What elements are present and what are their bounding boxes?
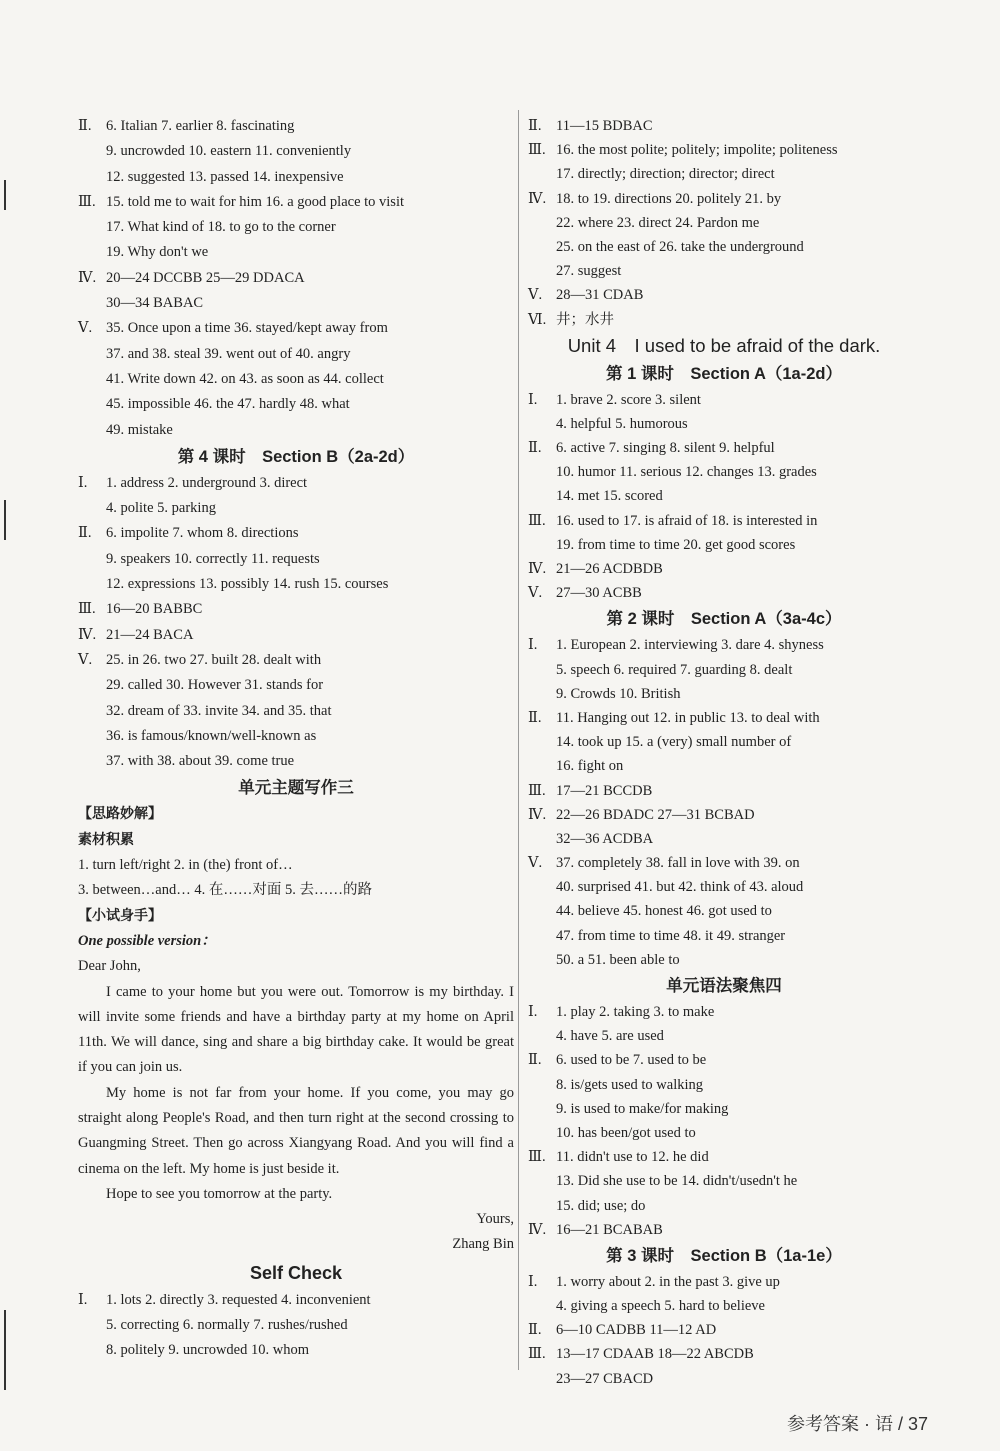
answer-line: [78, 471, 514, 496]
answer-text: 14. met 15. scored: [556, 488, 663, 505]
answer-text: 50. a 51. been able to: [556, 951, 680, 968]
answer-line: [528, 436, 920, 460]
answer-text: 5. speech 6. required 7. guarding 8. dealt: [556, 661, 793, 678]
section-numeral: Ⅳ.: [78, 626, 97, 643]
answer-text: 6. active 7. singing 8. silent 9. helpful: [556, 440, 775, 457]
answer-line: [78, 139, 514, 164]
section-numeral: Ⅲ.: [78, 601, 96, 618]
answer-line: [528, 1294, 920, 1318]
text-line: 3. between…and… 4. 在……对面 5. 去……的路: [78, 882, 372, 899]
section-numeral: Ⅳ.: [528, 561, 547, 577]
answer-line: [528, 633, 920, 657]
version-label: One possible version：: [78, 932, 216, 949]
section-heading: 第 2 课时 Section A（3a-4c）: [606, 610, 842, 629]
answer-text: 37. with 38. about 39. come true: [106, 753, 295, 770]
letter-signoff: Zhang Bin: [452, 1236, 514, 1253]
subheading: 【小试身手】: [78, 907, 162, 924]
answer-text: 9. speakers 10. correctly 11. requests: [106, 550, 320, 567]
answer-line: [528, 211, 920, 235]
answer-line: [78, 496, 514, 521]
section-numeral: Ⅴ.: [528, 585, 543, 602]
self-check-heading: Self Check: [249, 1262, 343, 1283]
section-numeral: Ⅱ.: [78, 118, 92, 134]
answer-line: [528, 875, 920, 899]
section-numeral: Ⅰ.: [528, 391, 538, 408]
answer-text: 36. is famous/known/well-known as: [106, 727, 317, 744]
section-numeral: Ⅳ.: [528, 806, 547, 823]
answer-line: [78, 266, 514, 291]
subheading: 素材积累: [78, 831, 134, 848]
section-heading: 第 4 课时 Section B（2a-2d）: [177, 447, 415, 466]
answer-text: 8. is/gets used to walking: [556, 1076, 704, 1093]
letter-signoff: Yours,: [476, 1211, 514, 1228]
answer-text: 41. Write down 42. on 43. as soon as 44. collect: [106, 370, 384, 387]
answer-text: 1. play 2. taking 3. to make: [556, 1004, 715, 1020]
section-numeral: Ⅴ.: [528, 855, 543, 872]
answer-line: [78, 597, 514, 622]
answer-text: 1. address 2. underground 3. direct: [106, 474, 308, 491]
answer-text: 29. called 30. However 31. stands for: [106, 677, 324, 694]
text-line: 1. turn left/right 2. in (the) front of…: [78, 857, 293, 874]
section-numeral: Ⅴ.: [78, 651, 93, 668]
answer-text: 12. expressions 13. possibly 14. rush 15. courses: [106, 576, 389, 593]
answer-line: [528, 1097, 920, 1121]
page-number: 参考答案 · 语 / 37: [786, 1414, 928, 1434]
answer-line: [528, 581, 920, 605]
answer-line: [78, 367, 514, 392]
answer-text: 17. directly; direction; director; direct: [556, 166, 775, 183]
answer-text: 28—31 CDAB: [556, 287, 644, 304]
margin-mark: [4, 1310, 6, 1390]
answer-line: [528, 803, 920, 827]
answer-text: 45. impossible 46. the 47. hardly 48. what: [106, 396, 350, 413]
section-numeral: Ⅰ.: [78, 1291, 88, 1308]
answer-line: [528, 460, 920, 484]
answer-line: [78, 392, 514, 417]
answer-line: [528, 533, 920, 557]
section-numeral: Ⅰ.: [528, 1273, 538, 1290]
answer-line: [78, 623, 514, 648]
answer-line: [78, 165, 514, 190]
answer-line: [78, 316, 514, 341]
letter-paragraph: I came to your home but you were out. Tomorrow is my birthday. I will invite some friends and have a birthday party at my home on April 11th. We will dance, sing and share a big birthday cake. It would be great if you can join us.: [78, 983, 514, 1076]
answer-line: [528, 1270, 920, 1294]
answer-text: 9. is used to make/for making: [556, 1100, 729, 1117]
answer-line: [78, 1288, 514, 1313]
answer-line: [78, 572, 514, 597]
answer-line: [78, 114, 514, 139]
answer-text: 27—30 ACBB: [556, 585, 642, 602]
column-divider: [518, 110, 519, 1370]
answer-text: 11. didn't use to 12. he did: [556, 1149, 709, 1166]
answer-line: [528, 388, 920, 412]
answer-text: 11—15 BDBAC: [556, 118, 653, 134]
answer-line: [528, 899, 920, 923]
answer-text: 25. in 26. two 27. built 28. dealt with: [106, 651, 322, 668]
answer-text: 11. Hanging out 12. in public 13. to deal with: [556, 709, 820, 726]
answer-text: 16—21 BCABAB: [556, 1221, 663, 1238]
answer-line: [528, 1367, 920, 1391]
answer-line: [78, 291, 514, 316]
section-heading: 单元语法聚焦四: [666, 977, 782, 995]
answer-text: 35. Once upon a time 36. stayed/kept away from: [106, 320, 388, 337]
section-numeral: Ⅳ.: [528, 190, 547, 207]
answer-line: [528, 924, 920, 948]
answer-text: 37. and 38. steal 39. went out of 40. angry: [106, 345, 351, 362]
answer-text: 19. Why don't we: [106, 244, 209, 261]
answer-line: [528, 730, 920, 754]
section-numeral: Ⅴ.: [78, 320, 93, 337]
answer-line: [78, 547, 514, 572]
answer-line: [528, 283, 920, 307]
section-numeral: Ⅴ.: [528, 287, 543, 304]
answer-line: [78, 418, 514, 443]
answer-line: [528, 308, 920, 332]
answer-line: [528, 682, 920, 706]
answer-line: [528, 412, 920, 436]
section-numeral: Ⅱ.: [528, 1322, 542, 1339]
right-column: [528, 114, 920, 1391]
answer-line: [528, 948, 920, 972]
answer-text: 6. used to be 7. used to be: [556, 1052, 707, 1069]
answer-line: [78, 1313, 514, 1338]
answer-text: 6—10 CADBB 11—12 AD: [556, 1322, 717, 1339]
answer-line: [528, 658, 920, 682]
answer-line: [528, 1342, 920, 1366]
answer-line: [78, 699, 514, 724]
unit-title: Unit 4 I used to be afraid of the dark.: [567, 334, 881, 356]
answer-line: [78, 648, 514, 673]
answer-text: 21—26 ACDBDB: [556, 561, 663, 577]
section-numeral: Ⅱ.: [528, 1052, 542, 1069]
answer-line: [528, 1194, 920, 1218]
answer-text: 6. impolite 7. whom 8. directions: [106, 525, 299, 542]
answer-text: 22—26 BDADC 27—31 BCBAD: [556, 806, 755, 823]
section-numeral: Ⅰ.: [528, 1004, 538, 1020]
margin-mark: [4, 500, 6, 540]
text-line: Dear John,: [78, 958, 141, 975]
section-heading: 单元主题写作三: [238, 779, 354, 798]
section-numeral: Ⅲ.: [528, 512, 546, 529]
answer-line: [528, 138, 920, 162]
answer-line: [528, 235, 920, 259]
left-column: [78, 114, 514, 1364]
answer-text: 8. politely 9. uncrowded 10. whom: [106, 1342, 309, 1359]
answer-line: [528, 1218, 920, 1242]
answer-text: 30—34 BABAC: [106, 295, 204, 312]
answer-line: [528, 1169, 920, 1193]
answer-line: [528, 1024, 920, 1048]
letter-paragraph: My home is not far from your home. If you come, you may go straight along People's Road, and then turn right at the second crossing to Guangming Street. Then go across Xiangyang Road. And you will find a cinema on the left. My home is just beside it.: [78, 1084, 514, 1177]
answer-text: 13—17 CDAAB 18—22 ABCDB: [556, 1346, 754, 1363]
answer-line: [528, 827, 920, 851]
answer-text: 1. worry about 2. in the past 3. give up: [556, 1273, 780, 1290]
section-numeral: Ⅳ.: [528, 1221, 547, 1238]
answer-line: [528, 1000, 920, 1024]
section-numeral: Ⅱ.: [528, 118, 542, 134]
answer-text: 4. helpful 5. humorous: [556, 415, 688, 432]
section-numeral: Ⅲ.: [528, 1346, 546, 1363]
answer-text: 16—20 BABBC: [106, 601, 203, 618]
answer-text: 10. humor 11. serious 12. changes 13. grades: [556, 464, 817, 481]
answer-text: 49. mistake: [106, 421, 173, 438]
answer-text: 17. What kind of 18. to go to the corner: [106, 219, 336, 236]
answer-line: [528, 1073, 920, 1097]
answer-line: [78, 215, 514, 240]
answer-text: 10. has been/got used to: [556, 1124, 696, 1141]
answer-line: [528, 484, 920, 508]
answer-line: [528, 259, 920, 283]
answer-line: [78, 749, 514, 774]
answer-line: [528, 706, 920, 730]
section-numeral: Ⅰ.: [528, 637, 538, 654]
answer-line: [528, 754, 920, 778]
answer-text: 22. where 23. direct 24. Pardon me: [556, 214, 760, 231]
answer-text: 16. the most polite; politely; impolite; politeness: [556, 142, 838, 159]
section-numeral: Ⅱ.: [528, 440, 542, 457]
answer-line: [78, 673, 514, 698]
section-numeral: Ⅳ.: [78, 269, 97, 286]
answer-line: [528, 1318, 920, 1342]
answer-text: 井；水井: [556, 311, 614, 328]
answer-text: 18. to 19. directions 20. politely 21. by: [556, 190, 782, 207]
answer-line: [528, 851, 920, 875]
answer-text: 16. used to 17. is afraid of 18. is interested in: [556, 512, 818, 529]
answer-text: 25. on the east of 26. take the underground: [556, 238, 804, 255]
answer-text: 1. European 2. interviewing 3. dare 4. shyness: [556, 637, 824, 654]
subheading: 【思路妙解】: [78, 806, 162, 823]
answer-text: 9. Crowds 10. British: [556, 685, 681, 702]
answer-text: 17—21 BCCDB: [556, 782, 653, 799]
answer-line: [78, 240, 514, 265]
answer-line: [78, 342, 514, 367]
answer-text: 13. Did she use to be 14. didn't/usedn't he: [556, 1173, 798, 1190]
answer-text: 4. have 5. are used: [556, 1028, 664, 1045]
section-numeral: Ⅲ.: [528, 142, 546, 159]
answer-text: 4. giving a speech 5. hard to believe: [556, 1298, 765, 1315]
answer-line: [78, 190, 514, 215]
answer-text: 32—36 ACDBA: [556, 830, 654, 847]
answer-text: 23—27 CBACD: [556, 1370, 654, 1387]
section-heading: 第 1 课时 Section A（1a-2d）: [606, 364, 842, 383]
answer-text: 14. took up 15. a (very) small number of: [556, 734, 792, 751]
answer-line: [78, 724, 514, 749]
answer-text: 16. fight on: [556, 758, 624, 775]
answer-text: 27. suggest: [556, 263, 622, 280]
answer-text: 21—24 BACA: [106, 626, 194, 643]
answer-text: 6. Italian 7. earlier 8. fascinating: [106, 118, 295, 134]
answer-line: [528, 557, 920, 581]
answer-text: 1. brave 2. score 3. silent: [556, 391, 701, 408]
section-heading: 第 3 课时 Section B（1a-1e）: [606, 1246, 842, 1265]
margin-mark: [4, 180, 6, 210]
answer-text: 40. surprised 41. but 42. think of 43. aloud: [556, 879, 804, 896]
answer-text: 32. dream of 33. invite 34. and 35. that: [106, 702, 332, 719]
answer-text: 9. uncrowded 10. eastern 11. conveniently: [106, 143, 352, 160]
answer-line: [528, 1121, 920, 1145]
section-numeral: Ⅲ.: [528, 1149, 546, 1166]
letter-paragraph: Hope to see you tomorrow at the party.: [106, 1185, 333, 1202]
answer-text: 20—24 DCCBB 25—29 DDACA: [106, 269, 305, 286]
section-numeral: Ⅲ.: [528, 782, 546, 799]
answer-text: 1. lots 2. directly 3. requested 4. inconvenient: [106, 1291, 371, 1308]
section-numeral: Ⅵ.: [528, 311, 547, 328]
answer-line: [78, 521, 514, 546]
answer-text: 15. told me to wait for him 16. a good place to visit: [106, 193, 405, 210]
answer-line: [528, 1048, 920, 1072]
answer-text: 44. believe 45. honest 46. got used to: [556, 903, 772, 920]
section-numeral: Ⅲ.: [78, 193, 96, 210]
section-numeral: Ⅰ.: [78, 474, 88, 491]
section-numeral: Ⅱ.: [78, 525, 92, 542]
answer-text: 47. from time to time 48. it 49. stranger: [556, 927, 786, 944]
answer-line: [528, 114, 920, 138]
answer-text: 15. did; use; do: [556, 1197, 646, 1214]
answer-line: [528, 187, 920, 211]
answer-text: 12. suggested 13. passed 14. inexpensive: [106, 168, 344, 185]
section-numeral: Ⅱ.: [528, 709, 542, 726]
answer-line: [528, 509, 920, 533]
answer-text: 4. polite 5. parking: [106, 500, 216, 517]
answer-line: [528, 779, 920, 803]
answer-line: [528, 162, 920, 186]
answer-text: 19. from time to time 20. get good scores: [556, 536, 796, 553]
answer-line: [528, 1145, 920, 1169]
answer-text: 5. correcting 6. normally 7. rushes/rushed: [106, 1317, 348, 1334]
answer-text: 37. completely 38. fall in love with 39. on: [556, 855, 800, 872]
answer-line: [78, 1338, 514, 1363]
